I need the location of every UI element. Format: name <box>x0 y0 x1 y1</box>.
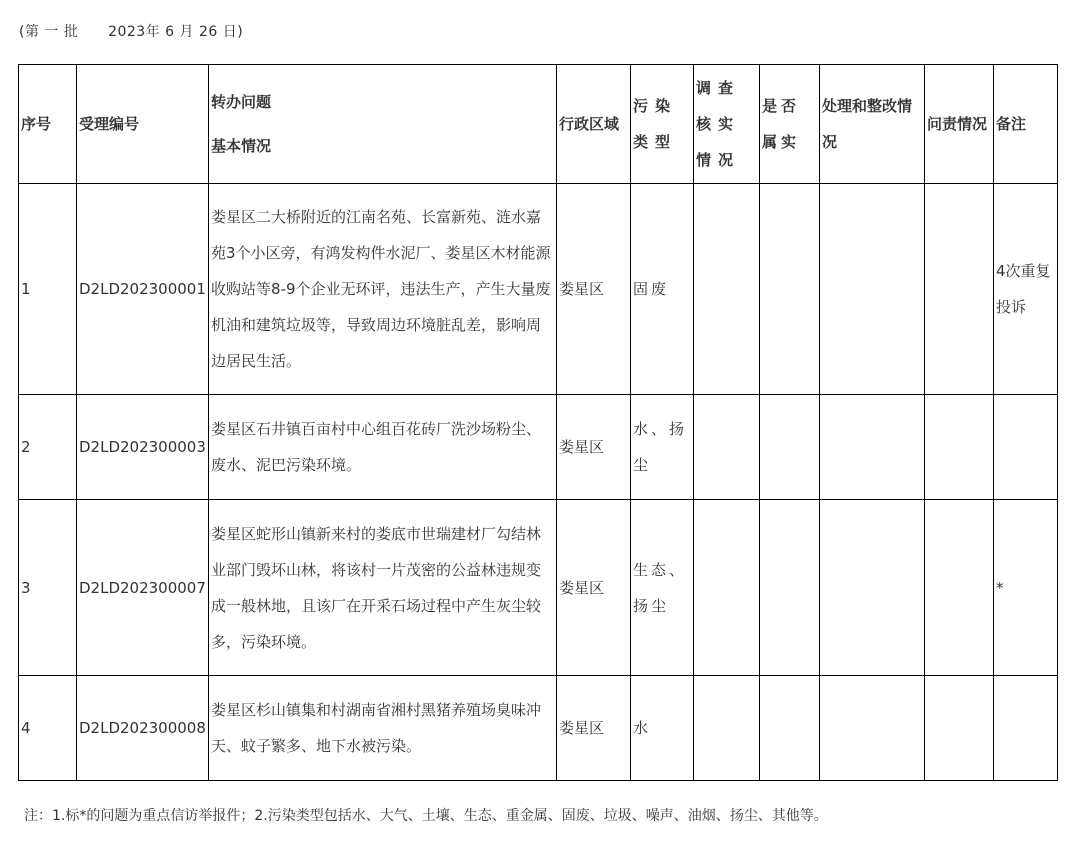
header-district: 行政区域 <box>557 65 631 184</box>
cell-investigation <box>694 395 760 500</box>
cell-seq: 3 <box>19 500 77 676</box>
cell-is-true <box>760 395 820 500</box>
header-seq: 序号 <box>19 65 77 184</box>
cell-is-true <box>760 184 820 395</box>
cell-accountability <box>925 500 994 676</box>
header-is-true: 是否属实 <box>760 65 820 184</box>
cell-case-no: D2LD202300001 <box>77 184 209 395</box>
cell-seq: 2 <box>19 395 77 500</box>
header-handling: 处理和整改情况 <box>820 65 925 184</box>
cell-accountability <box>925 184 994 395</box>
cell-investigation <box>694 676 760 781</box>
footnote: 注：1.标*的问题为重点信访举报件；2.污染类型包括水、大气、土壤、生态、重金属、固废、垃圾、噪声、油烟、扬尘、其他等。 <box>24 808 828 824</box>
cell-remarks: * <box>994 500 1058 676</box>
header-remarks: 备注 <box>994 65 1058 184</box>
cell-pollution-type: 水、扬尘 <box>631 395 694 500</box>
header-issue <box>209 65 557 184</box>
header-accountability: 问责情况 <box>925 65 994 184</box>
cell-accountability <box>925 395 994 500</box>
cell-handling <box>820 676 925 781</box>
header-pollution-type: 污染类型 <box>631 65 694 184</box>
header-issue-line2: 基本情况 <box>211 137 272 155</box>
cell-handling <box>820 500 925 676</box>
complaint-table <box>18 64 1058 781</box>
cell-pollution-type: 生态、扬尘 <box>631 500 694 676</box>
cell-district: 娄星区 <box>557 676 631 781</box>
header-case-no: 受理编号 <box>77 65 209 184</box>
cell-case-no: D2LD202300008 <box>77 676 209 781</box>
cell-pollution-type: 固废 <box>631 184 694 395</box>
cell-remarks <box>994 395 1058 500</box>
cell-description: 娄星区杉山镇集和村湖南省湘村黑猪养殖场臭味冲天、蚊子繁多、地下水被污染。 <box>209 676 557 781</box>
cell-accountability <box>925 676 994 781</box>
cell-remarks <box>994 676 1058 781</box>
cell-handling <box>820 184 925 395</box>
cell-handling <box>820 395 925 500</box>
cell-district: 娄星区 <box>557 395 631 500</box>
table-row <box>19 500 1058 676</box>
cell-description: 娄星区蛇形山镇新来村的娄底市世瑞建材厂勾结林业部门毁坏山林，将该村一片茂密的公益林违规变成一般林地，且该厂在开采石场过程中产生灰尘较多，污染环境。 <box>209 500 557 676</box>
cell-seq: 4 <box>19 676 77 781</box>
header-investigation: 调查核实情况 <box>694 65 760 184</box>
cell-remarks: 4次重复投诉 <box>994 184 1058 395</box>
cell-is-true <box>760 500 820 676</box>
cell-is-true <box>760 676 820 781</box>
cell-district: 娄星区 <box>557 500 631 676</box>
header-issue-line1: 转办问题 <box>211 93 272 111</box>
table-row <box>19 676 1058 781</box>
cell-description: 娄星区石井镇百亩村中心组百花砖厂洗沙场粉尘、废水、泥巴污染环境。 <box>209 395 557 500</box>
cell-seq: 1 <box>19 184 77 395</box>
table-row <box>19 395 1058 500</box>
cell-description: 娄星区二大桥附近的江南名苑、长富新苑、涟水嘉苑3个小区旁，有鸿发构件水泥厂、娄星区木材能源收购站等8-9个企业无环评，违法生产，产生大量废机油和建筑垃圾等，导致周边环境脏乱差，影响周边居民生活。 <box>209 184 557 395</box>
cell-district: 娄星区 <box>557 184 631 395</box>
cell-pollution-type: 水 <box>631 676 694 781</box>
cell-case-no: D2LD202300003 <box>77 395 209 500</box>
table-header-row <box>19 65 1058 184</box>
cell-investigation <box>694 184 760 395</box>
table-row <box>19 184 1058 395</box>
cell-investigation <box>694 500 760 676</box>
cell-case-no: D2LD202300007 <box>77 500 209 676</box>
batch-date-line: (第 一 批 2023年 6 月 26 日) <box>19 24 244 40</box>
